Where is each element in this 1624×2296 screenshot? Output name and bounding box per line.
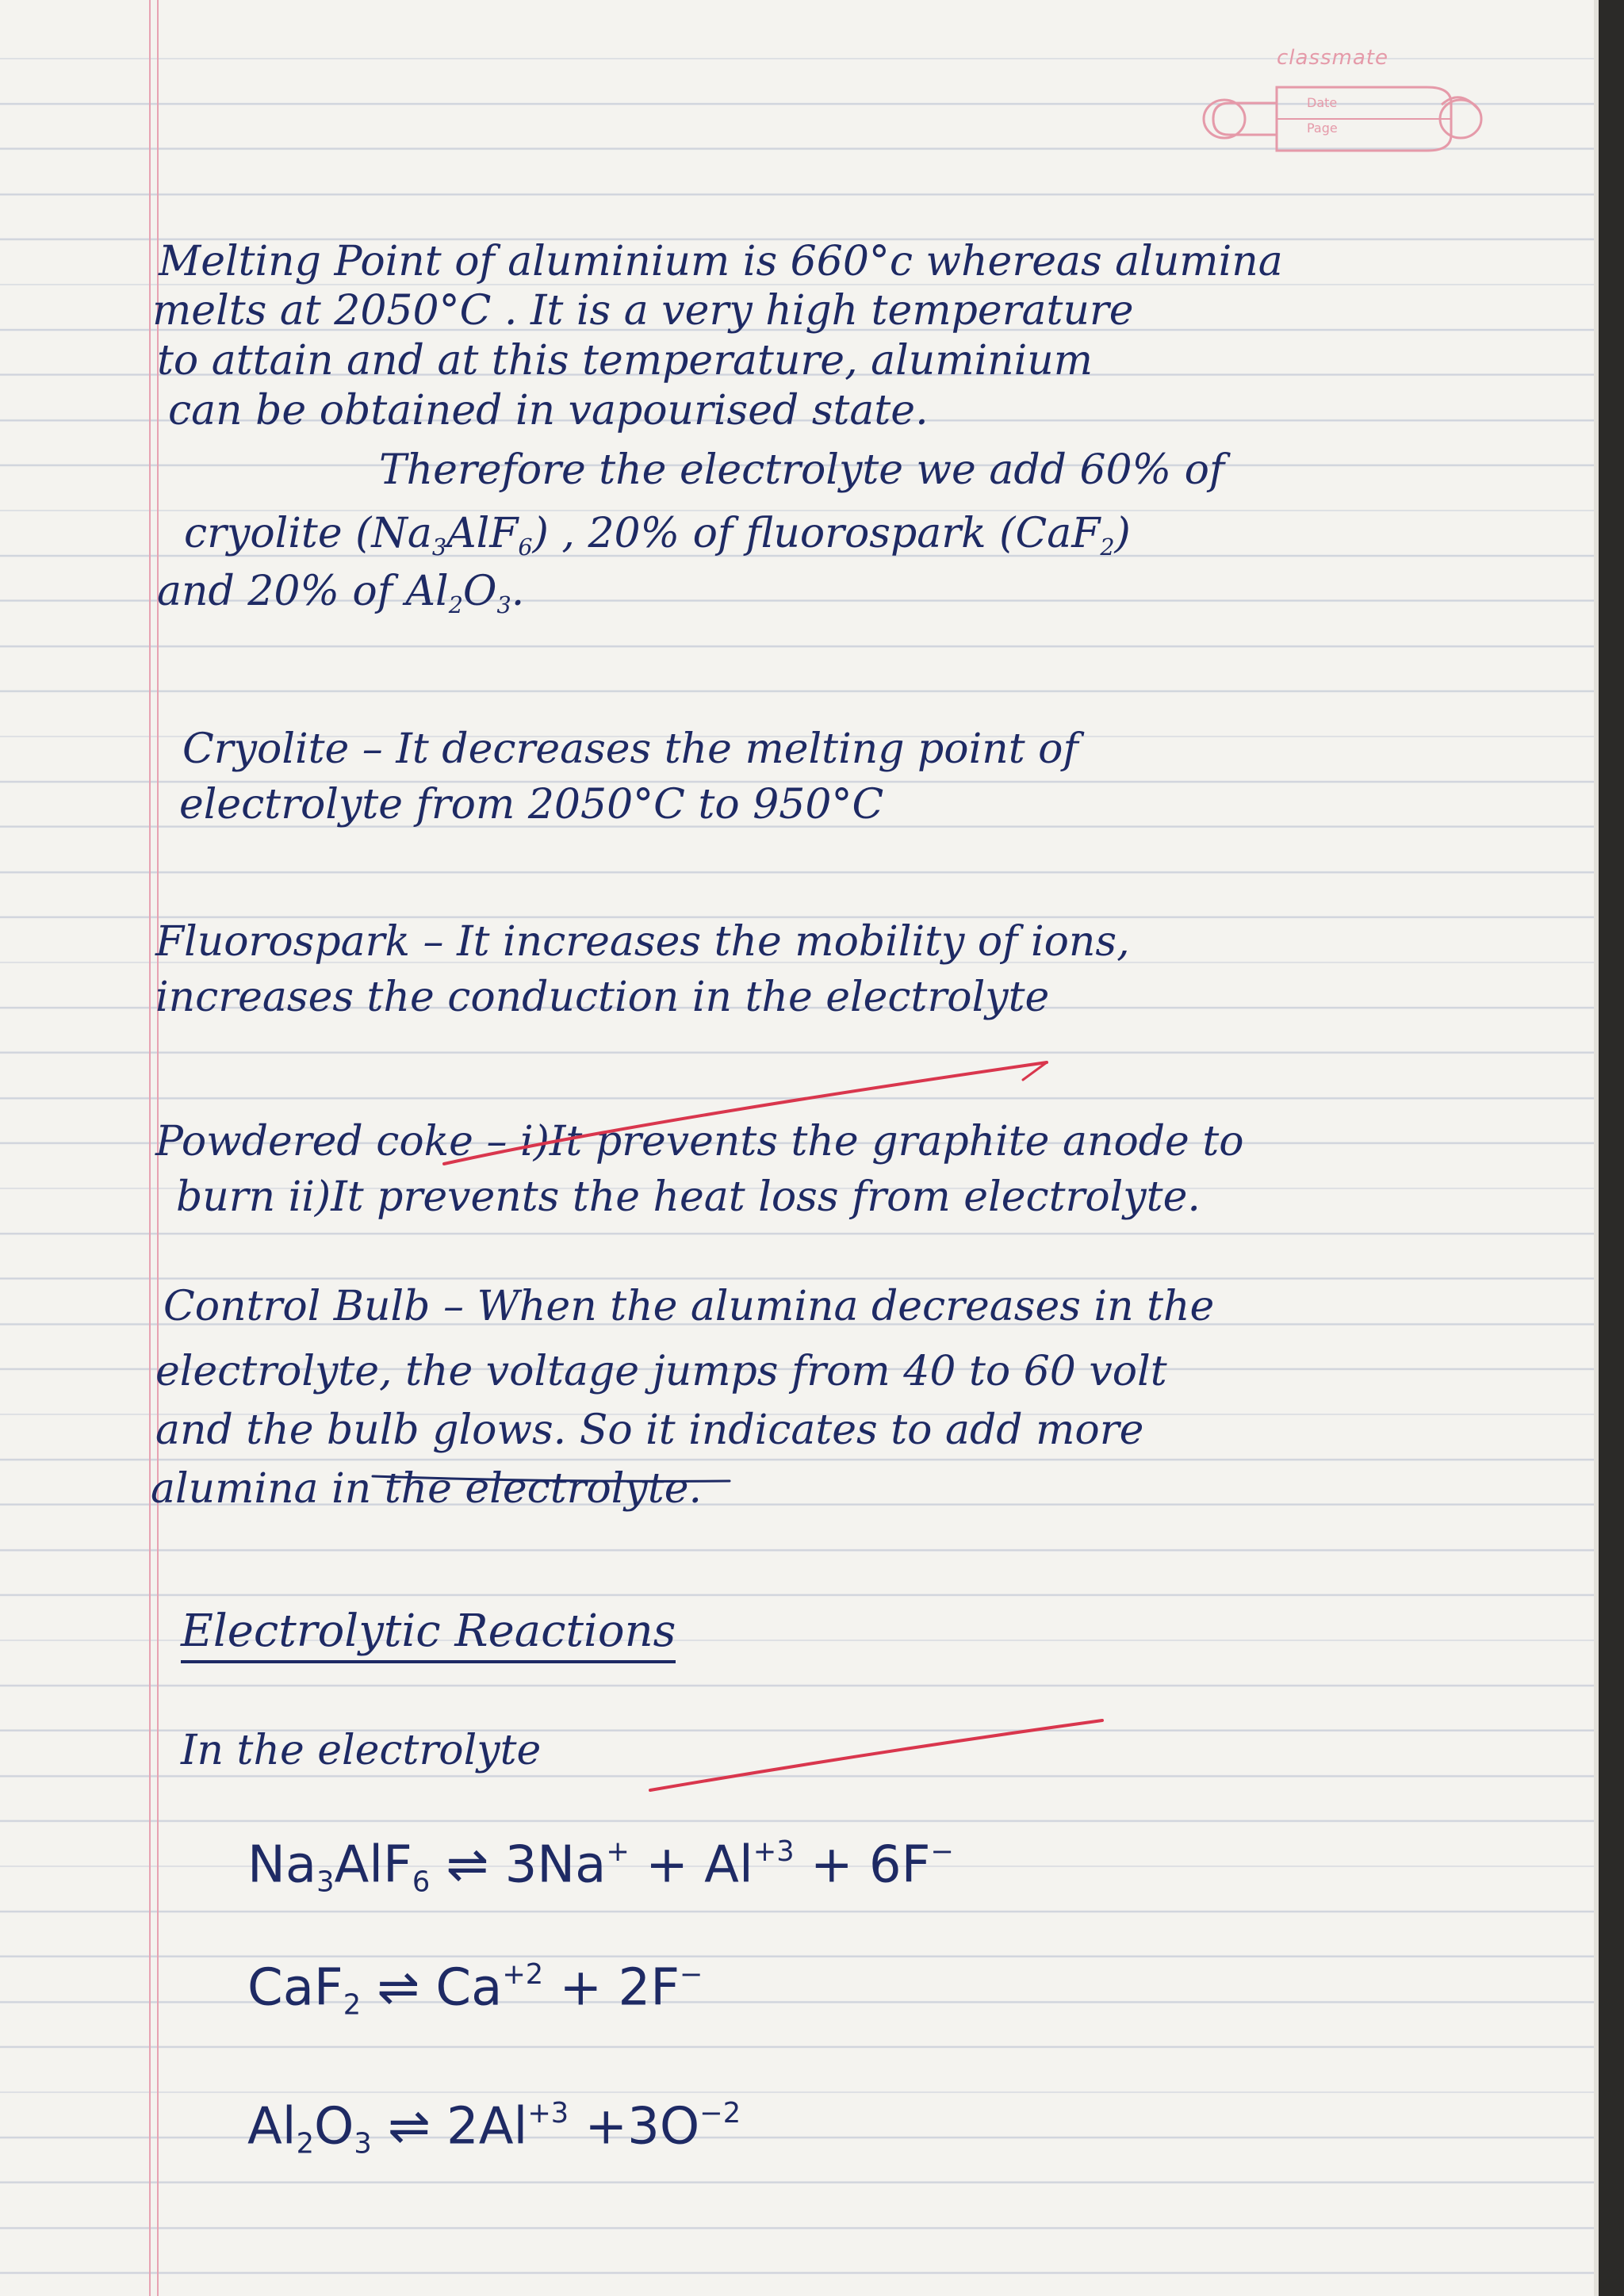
equation-fluorspar: CaF$_2$ ⇌ $Ca^{+2} + 2F^-$ [247, 1958, 703, 2022]
bulb-line: and the bulb glows. So it indicates to add more [155, 1406, 1144, 1454]
intro-line: cryolite $(Na_3AlF_6)$ , 20% of fluorospark (CaF$_2$) [184, 510, 1131, 561]
bulb-line: alumina in the electrolyte. [151, 1465, 702, 1513]
intro-line: and 20% of $Al_2O_3$. [157, 568, 525, 618]
bulb-line: electrolyte, the voltage jumps from 40 to 60 volt [155, 1348, 1167, 1395]
date-label: Date [1307, 95, 1338, 110]
intro-line: Therefore the electrolyte we add 60% of [379, 446, 1225, 494]
intro-line: melts at 2050°C . It is a very high temperature [152, 287, 1134, 335]
equilibrium-arrow-icon: ⇌ [446, 1835, 489, 1895]
fluorospark-line: Fluorospark – It increases the mobility of ions, [155, 918, 1130, 966]
coke-line: burn ii)It prevents the heat loss from electrolyte. [176, 1173, 1201, 1221]
brand-logo: classmate [1277, 46, 1388, 70]
red-pen-underline [444, 1062, 1047, 1164]
intro-line: to attain and at this temperature, aluminium [157, 337, 1094, 385]
equilibrium-arrow-icon: ⇌ [377, 1958, 420, 2018]
page-label: Page [1307, 121, 1338, 136]
cryolite-line: electrolyte from 2050°C to 950°C [179, 781, 884, 828]
equation-alumina: $Al_2O_3$ ⇌ $2Al^{+3} +3O^{-2}$ [247, 2097, 741, 2160]
fluorospark-line: increases the conduction in the electrolyte [155, 974, 1050, 1021]
cryolite-line: Cryolite – It decreases the melting point of [182, 725, 1078, 773]
ink-underline [373, 1476, 730, 1481]
bulb-line: Control Bulb – When the alumina decreases in the [163, 1283, 1215, 1330]
red-pen-underline [650, 1720, 1102, 1790]
equation-cryolite: $Na_3AlF_6$ ⇌ $3Na^+ + Al^{+3} + 6F^-$ [247, 1835, 954, 1899]
intro-line: can be obtained in vapourised state. [168, 387, 929, 434]
section-subheading: In the electrolyte [181, 1727, 542, 1774]
equilibrium-arrow-icon: ⇌ [388, 2097, 431, 2156]
section-heading: Electrolytic Reactions [181, 1605, 676, 1663]
intro-line: Melting Point of aluminium is 660°c whereas alumina [159, 238, 1283, 285]
coke-line: Powdered coke – i)It prevents the graphite anode to [155, 1118, 1244, 1165]
